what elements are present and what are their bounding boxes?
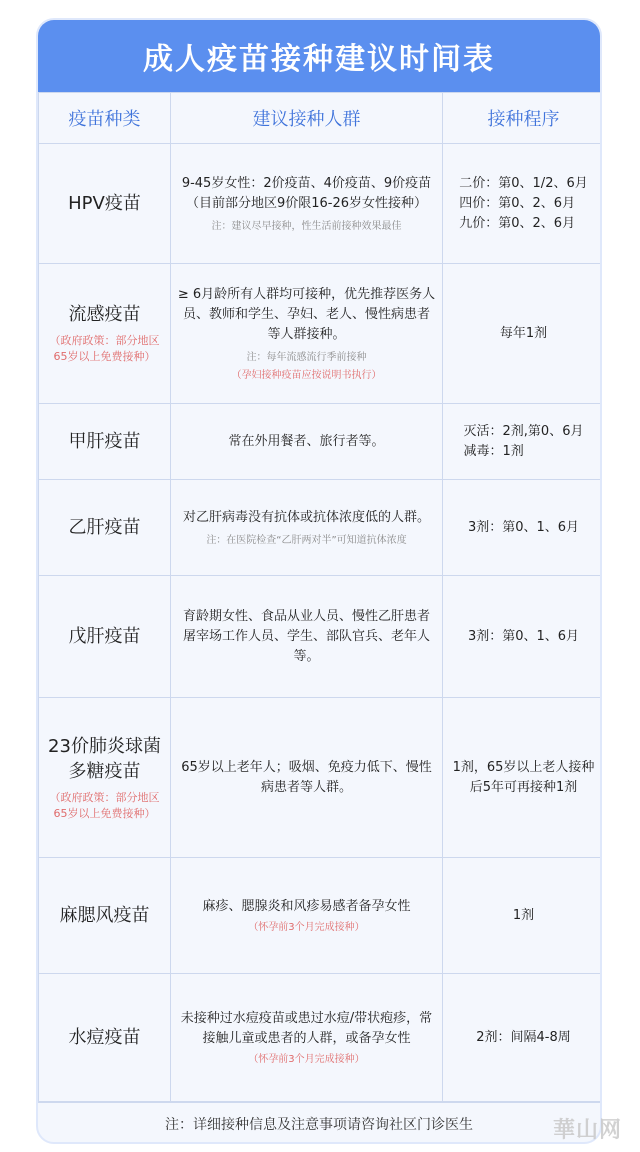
vaccine-name: 乙肝疫苗 <box>68 517 141 538</box>
schedule-cell <box>443 576 603 698</box>
schedule-cell <box>443 144 603 264</box>
vaccine-name: 甲肝疫苗 <box>68 431 141 452</box>
target-group-cell <box>171 858 443 974</box>
target-group-text: 育龄期女性、食品从业人员、慢性乙肝患者屠宰场工作人员、学生、部队官兵、老年人等。 <box>182 608 430 664</box>
page-title: 成人疫苗接种建议时间表 <box>38 20 600 92</box>
header-schedule: 接种程序 <box>443 93 603 144</box>
schedule-line: 四价：第0、2、6月 <box>459 195 576 211</box>
target-group-text: ≥ 6月龄所有人群均可接种，优先推荐医务人员、教师和学生、孕妇、老人、慢性病患者等人群接种。 <box>177 286 436 342</box>
schedule-line: 每年1剂 <box>499 325 548 341</box>
schedule-line: 灭活：2剂,第0、6月 <box>463 423 584 439</box>
schedule-cell <box>443 480 603 576</box>
table-row <box>39 264 603 404</box>
footer-note: 注：详细接种信息及注意事项请咨询社区门诊医生 <box>38 1102 600 1144</box>
vaccine-name-cell <box>39 264 171 404</box>
schedule-line: 3剂：第0、1、6月 <box>467 628 580 644</box>
table-header-row <box>39 93 603 144</box>
watermark-logo: 華山网 <box>552 1118 622 1143</box>
table-row <box>39 974 603 1102</box>
table-row <box>39 480 603 576</box>
vaccine-name-cell <box>39 576 171 698</box>
vaccine-name: HPV疫苗 <box>68 193 141 214</box>
schedule-cell <box>443 858 603 974</box>
group-warning-note: （孕妇接种疫苗应按说明书执行） <box>231 369 382 381</box>
schedule-line: 九价：第0、2、6月 <box>459 215 576 231</box>
target-group-text: 65岁以上老年人；吸烟、免疫力低下、慢性病患者等人群。 <box>181 759 432 795</box>
schedule-line: 二价：第0、1/2、6月 <box>459 175 588 191</box>
group-note: 注：在医院检查“乙肝两对半”可知道抗体浓度 <box>206 534 407 546</box>
schedule-line: 1剂 <box>512 907 535 923</box>
table-row <box>39 576 603 698</box>
target-group-text: 常在外用餐者、旅行者等。 <box>228 433 385 449</box>
vaccine-name: 23价肺炎球菌多糖疫苗 <box>48 735 161 782</box>
target-group-cell <box>171 144 443 264</box>
vaccine-name: 水痘疫苗 <box>68 1027 141 1048</box>
target-group-cell <box>171 404 443 480</box>
header-target-group: 建议接种人群 <box>171 93 443 144</box>
vaccine-name-cell <box>39 404 171 480</box>
group-warning-note: （怀孕前3个月完成接种） <box>248 1053 365 1065</box>
schedule-line: 2剂：间隔4-8周 <box>476 1029 571 1045</box>
schedule-line: 3剂：第0、1、6月 <box>467 519 580 535</box>
vaccine-name-cell <box>39 144 171 264</box>
schedule-cell <box>443 698 603 858</box>
target-group-text: 对乙肝病毒没有抗体或抗体浓度低的人群。 <box>182 509 430 525</box>
vaccine-name-cell <box>39 974 171 1102</box>
vaccine-name-cell <box>39 698 171 858</box>
target-group-text: 未接种过水痘疫苗或患过水痘/带状疱疹，常接触儿童或患者的人群，或备孕女性 <box>180 1010 433 1046</box>
group-note: 注：每年流感流行季前接种 <box>246 351 367 363</box>
target-group-cell <box>171 264 443 404</box>
target-group-cell <box>171 974 443 1102</box>
schedule-line: 1剂，65岁以上老人接种后5年可再接种1剂 <box>452 759 595 795</box>
target-group-text: 麻疹、腮腺炎和风疹易感者备孕女性 <box>202 898 411 914</box>
vaccine-name-cell <box>39 480 171 576</box>
vaccine-name: 流感疫苗 <box>68 304 141 325</box>
target-group-cell <box>171 698 443 858</box>
table-row <box>39 858 603 974</box>
table-row <box>39 404 603 480</box>
schedule-cell <box>443 974 603 1102</box>
table-row <box>39 698 603 858</box>
group-note: 注：建议尽早接种，性生活前接种效果最佳 <box>211 220 402 232</box>
vaccine-schedule-card <box>36 18 602 1144</box>
vaccine-table <box>38 92 602 1102</box>
schedule-cell <box>443 264 603 404</box>
target-group-cell <box>171 480 443 576</box>
header-vaccine-type: 疫苗种类 <box>39 93 171 144</box>
vaccine-name-cell <box>39 858 171 974</box>
table-row <box>39 144 603 264</box>
schedule-cell <box>443 404 603 480</box>
vaccine-name: 麻腮风疫苗 <box>59 905 150 926</box>
vaccine-name: 戊肝疫苗 <box>68 626 141 647</box>
schedule-line: 减毒：1剂 <box>463 443 524 459</box>
policy-note: （政府政策：部分地区65岁以上免费接种） <box>49 334 160 363</box>
group-warning-note: （怀孕前3个月完成接种） <box>248 921 365 933</box>
policy-note: （政府政策：部分地区65岁以上免费接种） <box>49 790 160 820</box>
target-group-cell <box>171 576 443 698</box>
target-group-text: 9-45岁女性：2价疫苗、4价疫苗、9价疫苗（目前部分地区9价限16-26岁女性接种） <box>181 175 432 211</box>
